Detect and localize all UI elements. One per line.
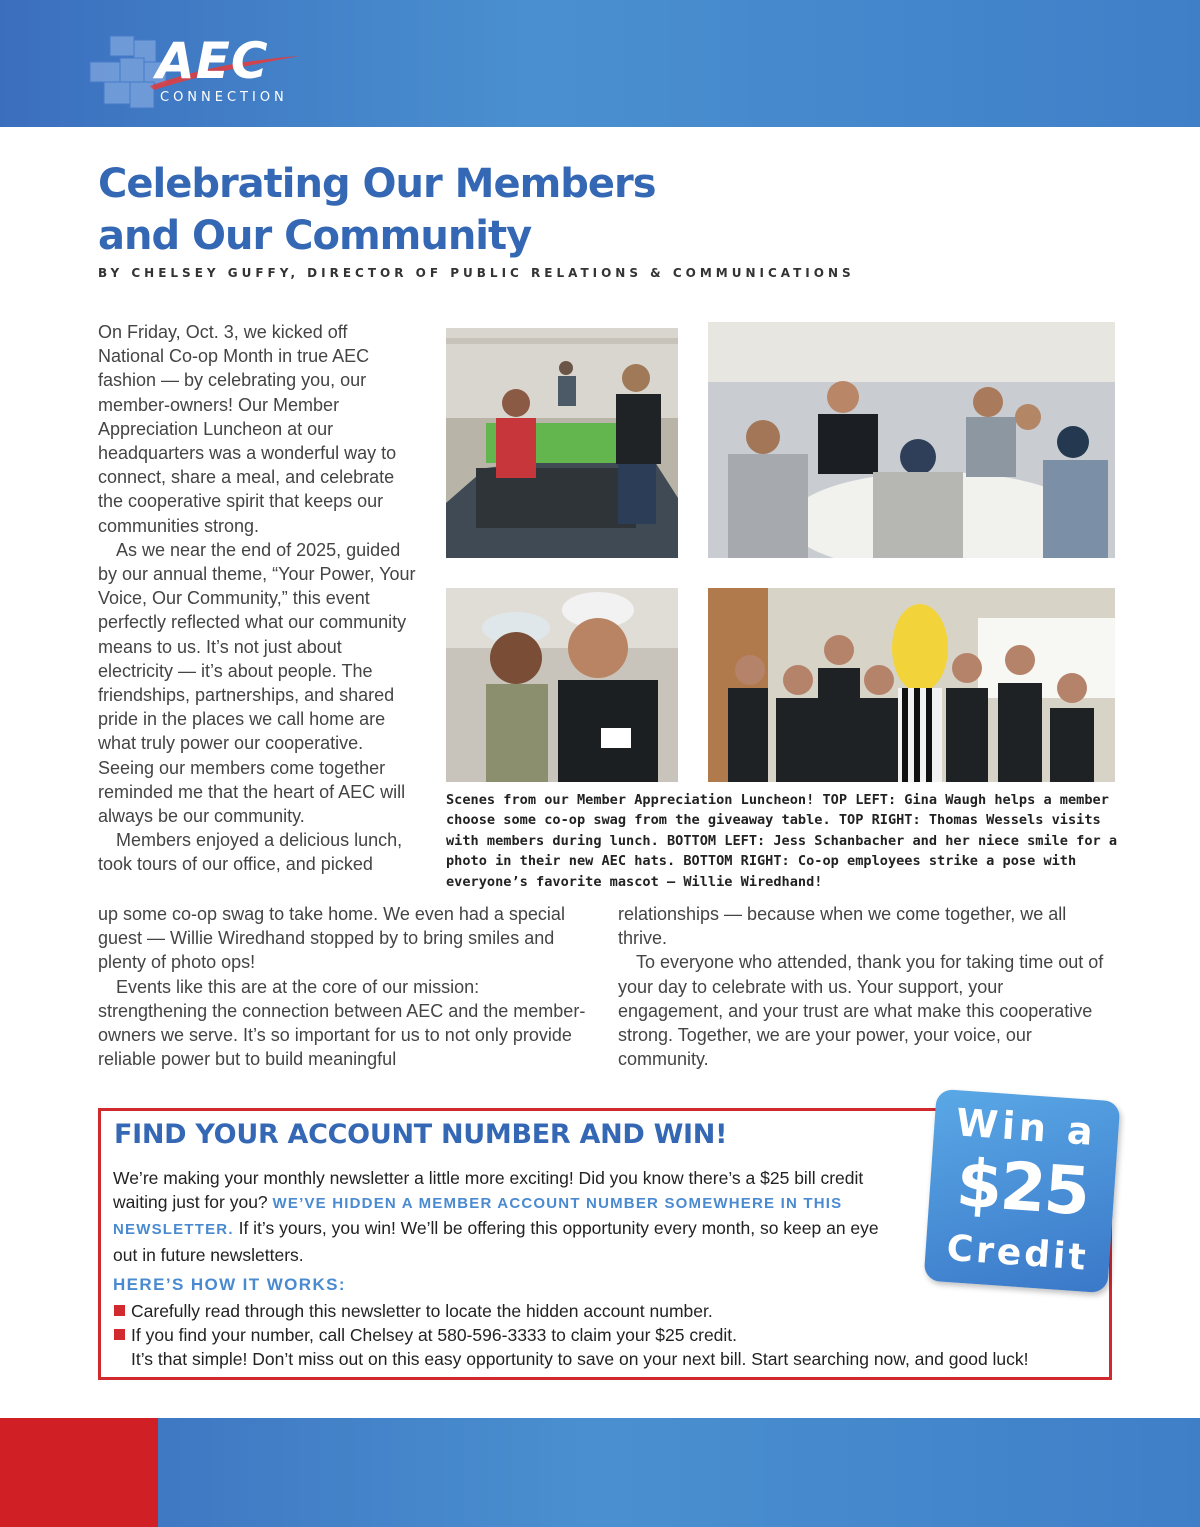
step-text: If you find your number, call Chelsey at 580-596-3333 to claim your $25 credit. bbox=[131, 1325, 738, 1346]
photo-lunch-tables bbox=[708, 322, 1115, 558]
header-band bbox=[0, 0, 1200, 127]
photo-mascot-group bbox=[708, 588, 1115, 782]
article-paragraph: up some co-op swag to take home. We even had a special guest — Willie Wiredhand stopped by to bring smiles and plenty of photo ops! bbox=[98, 904, 565, 973]
red-square-bullet-icon bbox=[114, 1305, 125, 1316]
article-title bbox=[98, 158, 818, 262]
article-title-line1: Celebrating Our Members bbox=[98, 161, 656, 207]
article-column-bottom-left bbox=[98, 902, 590, 1071]
aec-connection-logo bbox=[84, 30, 314, 115]
photo-caption: Scenes from our Member Appreciation Luncheon! TOP LEFT: Gina Waugh helps a member choose some co-op swag from the giveaway table. TOP RIGHT: Thomas Wessels visits with members during lunch. BOTTOM LEFT: Jess Schanbacher and her niece smile for a photo in their new AEC hats. BOTTOM RIGHT: Co-op employees strike a pose with everyone’s favorite mascot — Willie Wiredhand! bbox=[446, 792, 1118, 890]
logo-wordmark: AEC bbox=[156, 32, 269, 90]
step-text: Carefully read through this newsletter to locate the hidden account number. bbox=[131, 1301, 713, 1321]
list-item bbox=[113, 1299, 1103, 1323]
badge-win-label: Win a bbox=[954, 1100, 1099, 1155]
contest-intro-end: If it’s yours, you win! We’ll be offering this opportunity every month, so keep an eye out in future newsletters. bbox=[113, 1218, 879, 1265]
article-paragraph: Events like this are at the core of our mission: strengthening the connection between AEC and the member-owners we serve. It’s so important for us to not only provide reliable power but to build meaningful bbox=[98, 976, 586, 1070]
article-column-bottom-right bbox=[618, 902, 1108, 1071]
contest-intro bbox=[113, 1166, 898, 1267]
logo-subtitle: CONNECTION bbox=[160, 90, 288, 105]
photo-swag-table bbox=[446, 328, 678, 558]
badge-amount: $25 bbox=[953, 1144, 1091, 1231]
contest-intro-highlight: WE’VE HIDDEN A MEMBER ACCOUNT NUMBER SOMEWHERE IN THIS NEWSLETTER. bbox=[113, 1195, 843, 1239]
list-item bbox=[113, 1323, 1103, 1347]
article-paragraph: To everyone who attended, thank you for taking time out of your day to celebrate with us. Your support, your engagement, and your trust are what make this cooperative strong. Together, we are your power, your voice, our community. bbox=[618, 952, 1104, 1070]
article-column-left bbox=[98, 320, 416, 877]
how-it-works-heading: HERE’S HOW IT WORKS: bbox=[113, 1275, 346, 1294]
article-byline: BY CHELSEY GUFFY, DIRECTOR OF PUBLIC RELATIONS & COMMUNICATIONS bbox=[98, 266, 855, 280]
article-paragraph: On Friday, Oct. 3, we kicked off National Co-op Month in true AEC fashion — by celebrating you, our member-owners! Our Member Appreciation Luncheon at our headquarters was a wonderful way to connect, share a meal, and celebrate the cooperative spirit that keeps our communities strong. bbox=[98, 322, 397, 536]
footer-band bbox=[0, 1418, 1200, 1527]
how-it-works-list bbox=[113, 1299, 1103, 1372]
win-credit-badge bbox=[924, 1089, 1121, 1293]
article-title-line2: and Our Community bbox=[98, 213, 532, 259]
footer-red-block bbox=[0, 1418, 158, 1527]
closing-line: It’s that simple! Don’t miss out on this easy opportunity to save on your next bill. Start searching now, and good luck! bbox=[131, 1349, 1029, 1370]
article-paragraph: relationships — because when we come together, we all thrive. bbox=[618, 904, 1067, 949]
red-square-bullet-icon bbox=[114, 1329, 125, 1340]
photo-hats-selfie bbox=[446, 588, 678, 782]
contest-intro-text: We’re making your monthly newsletter a little more exciting! Did you know there’s a $25 bill credit waiting just for you? bbox=[113, 1168, 864, 1213]
contest-title: FIND YOUR ACCOUNT NUMBER AND WIN! bbox=[114, 1119, 728, 1150]
article-paragraph: As we near the end of 2025, guided by our annual theme, “Your Power, Your Voice, Our Community,” this event perfectly reflected what our community means to us. It’s not just about electricity — it’s about people. The friendships, partnerships, and shared pride in the places we call home are what truly power our cooperative. Seeing our members come together reminded me that the heart of AEC will always be our community. bbox=[98, 539, 416, 827]
article-paragraph: Members enjoyed a delicious lunch, took tours of our office, and picked bbox=[98, 830, 403, 875]
badge-credit-label: Credit bbox=[945, 1227, 1090, 1279]
